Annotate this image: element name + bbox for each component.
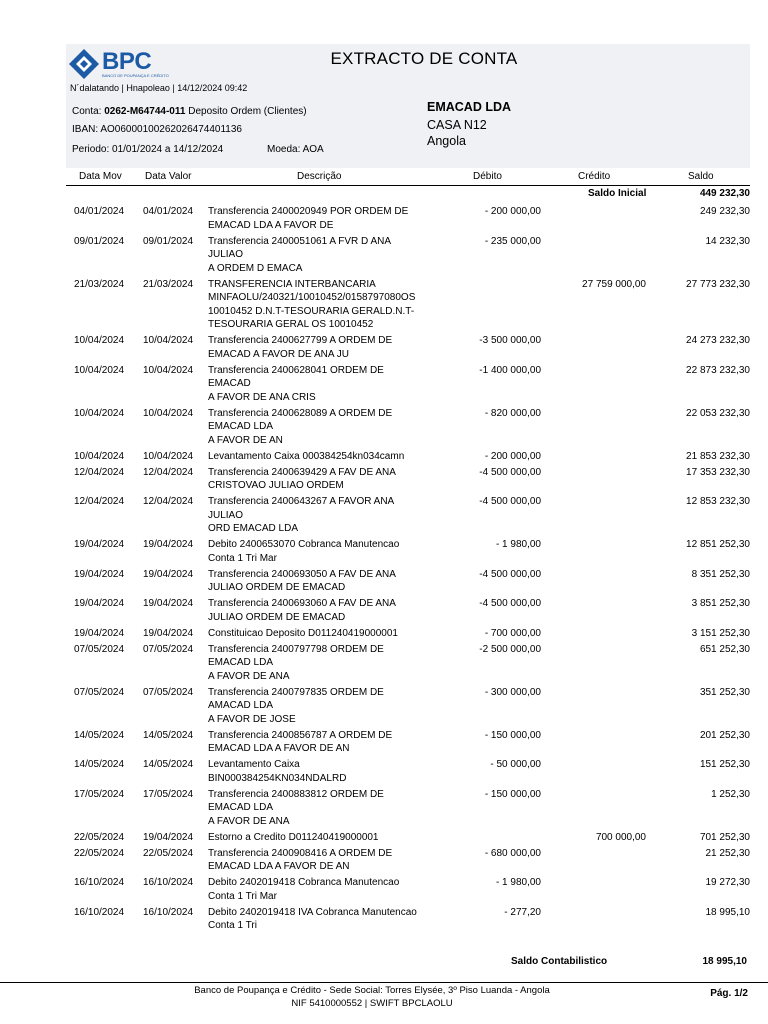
col-descricao: Descrição: [297, 171, 342, 182]
descricao-line: Levantamento Caixa: [208, 759, 300, 770]
saldo-inicial-value: 449 232,30: [699, 188, 750, 199]
cell-descricao: [208, 729, 440, 756]
moeda: Moeda: AOA: [267, 144, 324, 155]
cell-debito: - 200 000,00: [484, 206, 541, 217]
cell-data-valor: 09/01/2024: [143, 235, 194, 247]
cell-data-mov: 10/04/2024: [74, 407, 125, 419]
descricao-line: Transferencia 2400627799 A ORDEM DE: [208, 335, 393, 346]
cell-data-mov: 17/05/2024: [74, 788, 125, 800]
saldo-contabilistico-value: 18 995,10: [702, 956, 747, 967]
col-data-valor: Data Valor: [145, 171, 192, 182]
descricao-line: Transferencia 2400628041 ORDEM DE: [208, 364, 384, 376]
cell-data-mov: 07/05/2024: [74, 643, 125, 655]
cell-debito: - 300 000,00: [484, 686, 541, 698]
cell-debito: - 1 980,00: [495, 539, 541, 550]
cell-debito: - 680 000,00: [484, 847, 541, 859]
descricao-line: Transferencia 2400639429 A FAV DE ANA: [208, 466, 396, 478]
descricao-line: EMACAD LDA A FAVOR DE: [208, 219, 334, 231]
descricao-line: Transferencia 2400797835 ORDEM DE: [208, 686, 384, 698]
descricao-line: MINFAOLU/240321/10010452/0158797080OS: [208, 292, 416, 303]
descricao-line: A ORDEM D EMACA: [208, 262, 303, 274]
cell-debito: -4 500 000,00: [479, 496, 541, 507]
cell-saldo: 22 873 232,30: [686, 364, 750, 376]
cell-saldo: 19 272,30: [705, 877, 750, 888]
cell-data-valor: 14/05/2024: [143, 729, 194, 741]
cell-data-valor: 10/04/2024: [143, 335, 194, 346]
iban: IBAN: AO06000100262026474401136: [72, 124, 242, 135]
cell-data-mov: 16/10/2024: [74, 906, 125, 918]
logo-subtext: BANCO DE POUPANÇA E CRÉDITO: [102, 73, 169, 78]
descricao-line: Conta 1 Tri: [208, 920, 257, 931]
descricao-line: A FAVOR DE ANA: [208, 670, 290, 682]
cell-saldo: 17 353 232,30: [686, 466, 750, 478]
cell-debito: -4 500 000,00: [479, 466, 541, 478]
descricao-line: ORD EMACAD LDA: [208, 523, 299, 534]
descricao-line: EMACAD A FAVOR DE ANA JU: [208, 348, 349, 360]
descricao-line: JULIAO: [208, 509, 244, 521]
cell-saldo: 24 273 232,30: [686, 335, 750, 346]
cell-credito: 27 759 000,00: [582, 278, 646, 290]
cell-data-mov: 04/01/2024: [74, 206, 125, 217]
cell-data-valor: 04/01/2024: [143, 206, 194, 217]
cell-credito: 700 000,00: [595, 831, 646, 843]
cell-descricao: [208, 597, 440, 624]
descricao-line: EMACAD LDA A FAVOR DE AN: [208, 861, 350, 872]
cell-descricao: [208, 847, 440, 874]
cell-descricao: [208, 450, 440, 464]
cell-descricao: [208, 627, 440, 641]
cell-data-valor: 07/05/2024: [143, 643, 194, 655]
cell-data-valor: 16/10/2024: [143, 906, 194, 918]
cell-data-mov: 09/01/2024: [74, 235, 125, 247]
cell-saldo: 151 252,30: [699, 759, 750, 770]
cell-descricao: [208, 686, 440, 727]
cell-data-mov: 10/04/2024: [74, 364, 125, 376]
cell-data-valor: 10/04/2024: [143, 450, 194, 462]
cell-descricao: [208, 906, 440, 933]
cell-descricao: [208, 466, 440, 493]
cell-saldo: 249 232,30: [699, 206, 750, 217]
cell-data-valor: 19/04/2024: [143, 598, 194, 609]
col-saldo: Saldo: [688, 171, 714, 182]
descricao-line: BIN000384254KN034NDALRD: [208, 772, 347, 784]
cell-descricao: [208, 643, 440, 684]
cell-descricao: [208, 235, 440, 276]
cell-debito: -4 500 000,00: [479, 598, 541, 609]
footer-divider: [0, 982, 768, 983]
cell-data-valor: 12/04/2024: [143, 496, 194, 507]
cell-debito: - 1 980,00: [495, 877, 541, 888]
cell-descricao: [208, 538, 440, 565]
holder-address-2: Angola: [427, 134, 466, 148]
saldo-inicial-label: Saldo Inicial: [588, 188, 647, 199]
cell-saldo: 3 151 252,30: [691, 627, 750, 639]
descricao-line: Transferencia 2400643267 A FAVOR ANA: [208, 496, 395, 507]
cell-data-mov: 19/04/2024: [74, 539, 125, 550]
descricao-line: EMACAD LDA A FAVOR DE AN: [208, 743, 350, 754]
cell-debito: - 50 000,00: [490, 759, 541, 770]
cell-data-mov: 07/05/2024: [74, 686, 125, 698]
descricao-line: JULIAO ORDEM DE EMACAD: [208, 611, 346, 623]
cell-data-valor: 19/04/2024: [143, 568, 194, 580]
cell-saldo: 12 851 252,30: [686, 539, 750, 550]
cell-data-mov: 16/10/2024: [74, 877, 125, 888]
descricao-line: Levantamento Caixa 000384254kn034camn: [208, 450, 405, 462]
descricao-line: EMACAD LDA: [208, 802, 274, 813]
cell-data-valor: 12/04/2024: [143, 466, 194, 478]
cell-saldo: 21 252,30: [705, 847, 750, 859]
descricao-line: EMACAD: [208, 378, 251, 389]
cell-data-valor: 10/04/2024: [143, 407, 194, 419]
cell-data-mov: 19/04/2024: [74, 598, 125, 609]
cell-data-valor: 16/10/2024: [143, 877, 194, 888]
cell-debito: - 277,20: [504, 906, 541, 918]
descricao-line: A FAVOR DE ANA: [208, 815, 290, 827]
cell-saldo: 14 232,30: [705, 235, 750, 247]
cell-descricao: [208, 568, 440, 595]
cell-saldo: 27 773 232,30: [686, 278, 750, 290]
cell-debito: - 150 000,00: [484, 729, 541, 741]
saldo-contabilistico-label: Saldo Contabilistico: [511, 956, 608, 967]
descricao-line: A FAVOR DE AN: [208, 434, 283, 446]
cell-data-mov: 12/04/2024: [74, 466, 125, 478]
cell-descricao: [208, 364, 440, 405]
descricao-line: AMACAD LDA: [208, 700, 274, 711]
cell-saldo: 201 252,30: [699, 729, 750, 741]
col-data-mov: Data Mov: [79, 171, 122, 182]
cell-data-valor: 10/04/2024: [143, 364, 194, 376]
descricao-line: Debito 2402019418 IVA Cobranca Manutencao: [208, 906, 417, 918]
cell-data-mov: 19/04/2024: [74, 568, 125, 580]
descricao-line: Conta 1 Tri Mar: [208, 552, 277, 564]
cell-saldo: 12 853 232,30: [686, 496, 750, 507]
cell-data-mov: 10/04/2024: [74, 335, 125, 346]
cell-descricao: [208, 831, 440, 845]
conta-type: Deposito Ordem (Clientes): [188, 106, 307, 117]
cell-data-mov: 22/05/2024: [74, 831, 125, 843]
cell-debito: -1 400 000,00: [479, 364, 541, 376]
descricao-line: Transferencia 2400908416 A ORDEM DE: [208, 847, 393, 859]
holder-address-1: CASA N12: [427, 118, 487, 132]
cell-data-mov: 14/05/2024: [74, 729, 125, 741]
conta-number: 0262-M64744-011: [104, 106, 186, 117]
document-title: EXTRACTO DE CONTA: [330, 49, 518, 68]
cell-descricao: [208, 407, 440, 448]
cell-data-valor: 19/04/2024: [143, 627, 194, 639]
logo-text: BPC: [102, 48, 152, 75]
cell-descricao: [208, 278, 440, 332]
cell-data-mov: 12/04/2024: [74, 496, 125, 507]
descricao-line: Debito 2400653070 Cobranca Manutencao: [208, 539, 400, 550]
cell-descricao: [208, 876, 440, 903]
cell-data-mov: 14/05/2024: [74, 759, 125, 770]
cell-data-valor: 22/05/2024: [143, 847, 194, 859]
descricao-line: Transferencia 2400051061 A FVR D ANA: [208, 235, 392, 247]
cell-debito: - 150 000,00: [484, 788, 541, 800]
cell-saldo: 3 851 252,30: [691, 598, 750, 609]
cell-debito: - 200 000,00: [484, 450, 541, 462]
cell-descricao: [208, 205, 440, 232]
cell-data-mov: 19/04/2024: [74, 627, 125, 639]
cell-data-valor: 19/04/2024: [143, 831, 194, 843]
descricao-line: 10010452 D.N.T-TESOURARIA GERALD.N.T-: [208, 305, 415, 317]
cell-data-mov: 22/05/2024: [74, 847, 125, 859]
cell-saldo: 21 853 232,30: [686, 450, 750, 462]
descricao-line: Transferencia 2400628089 A ORDEM DE: [208, 407, 393, 419]
cell-saldo: 8 351 252,30: [691, 568, 750, 580]
descricao-line: A FAVOR DE ANA CRIS: [208, 391, 316, 403]
cell-data-valor: 19/04/2024: [143, 539, 194, 550]
footer-address: Banco de Poupança e Crédito - Sede Social: Torres Elysée, 3º Piso Luanda - Angola: [194, 985, 550, 996]
cell-data-valor: 17/05/2024: [143, 788, 194, 800]
descricao-line: Transferencia 2400856787 A ORDEM DE: [208, 729, 393, 741]
descricao-line: Conta 1 Tri Mar: [208, 890, 277, 902]
cell-data-mov: 10/04/2024: [74, 450, 125, 462]
descricao-line: A FAVOR DE JOSE: [208, 713, 296, 725]
cell-debito: -2 500 000,00: [479, 643, 541, 655]
cell-debito: -4 500 000,00: [479, 568, 541, 580]
cell-saldo: 701 252,30: [699, 831, 750, 843]
holder-name: EMACAD LDA: [427, 100, 512, 114]
cell-debito: - 235 000,00: [484, 235, 541, 247]
descricao-line: EMACAD LDA: [208, 421, 274, 432]
descricao-line: CRISTOVAO JULIAO ORDEM: [208, 480, 344, 491]
descricao-line: Transferencia 2400693050 A FAV DE ANA: [208, 568, 396, 580]
cell-saldo: 18 995,10: [705, 906, 750, 918]
descricao-line: Transferencia 2400797798 ORDEM DE: [208, 643, 384, 655]
col-debito: Débito: [473, 171, 502, 182]
descricao-line: JULIAO ORDEM DE EMACAD: [208, 582, 346, 593]
cell-descricao: [208, 334, 440, 361]
cell-data-mov: 21/03/2024: [74, 278, 125, 290]
conta-label: Conta:: [72, 106, 102, 117]
page-number: Pág. 1/2: [710, 988, 748, 999]
col-credito: Crédito: [578, 171, 611, 182]
descricao-line: Transferencia 2400693060 A FAV DE ANA: [208, 598, 396, 609]
descricao-line: TESOURARIA GERAL OS 10010452: [208, 319, 374, 330]
cell-debito: - 820 000,00: [484, 407, 541, 419]
descricao-line: Debito 2402019418 Cobranca Manutencao: [208, 877, 400, 888]
descricao-line: JULIAO: [208, 249, 244, 260]
cell-descricao: [208, 788, 440, 829]
descricao-line: Transferencia 2400020949 POR ORDEM DE: [208, 206, 409, 217]
cell-data-valor: 21/03/2024: [143, 278, 194, 290]
cell-saldo: 1 252,30: [711, 788, 750, 800]
cell-data-valor: 07/05/2024: [143, 686, 194, 698]
cell-data-valor: 14/05/2024: [143, 759, 194, 770]
footer-nif: NIF 5410000552 | SWIFT BPCLAOLU: [291, 998, 453, 1009]
cell-descricao: [208, 758, 440, 785]
cell-saldo: 351 252,30: [699, 686, 750, 698]
branch-line: N´dalatando | Hnapoleao | 14/12/2024 09:42: [70, 83, 248, 93]
periodo: Periodo: 01/01/2024 a 14/12/2024: [72, 144, 224, 155]
descricao-line: TRANSFERENCIA INTERBANCARIA: [208, 278, 376, 290]
cell-descricao: [208, 495, 440, 536]
descricao-line: EMACAD LDA: [208, 657, 274, 668]
cell-debito: - 700 000,00: [484, 627, 541, 639]
cell-saldo: 651 252,30: [699, 643, 750, 655]
descricao-line: Constituicao Deposito D011240419000001: [208, 627, 398, 639]
cell-saldo: 22 053 232,30: [686, 407, 750, 419]
cell-debito: -3 500 000,00: [479, 335, 541, 346]
descricao-line: Estorno a Credito D011240419000001: [208, 831, 379, 843]
descricao-line: Transferencia 2400883812 ORDEM DE: [208, 788, 384, 800]
